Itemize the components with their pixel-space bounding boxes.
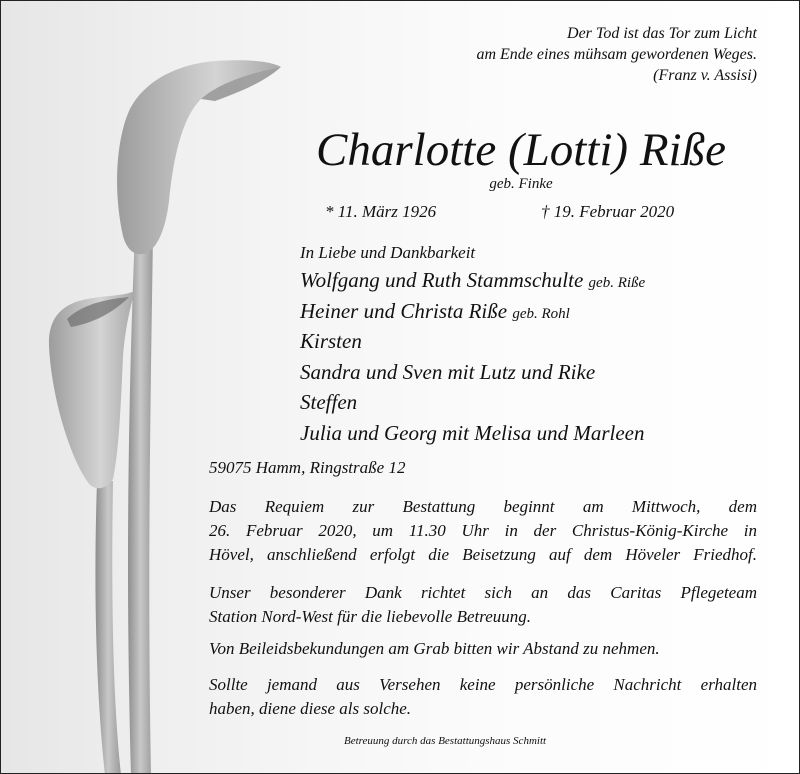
mourners-intro: In Liebe und Dankbarkeit [300, 243, 476, 262]
address: 59075 Hamm, Ringstraße 12 [209, 458, 406, 477]
birth-name: geb. Finke [489, 176, 553, 192]
mourner-note: geb. Rohl [512, 305, 570, 322]
mourner-line [300, 326, 645, 357]
condolence-paragraph [209, 637, 757, 661]
notice-paragraph [209, 673, 757, 721]
mourner-name: Sandra und Sven mit Lutz und Rike [300, 359, 596, 384]
quote-line-1: Der Tod ist das Tor zum Licht [567, 25, 757, 42]
mourner-note: geb. Riße [588, 275, 646, 291]
mourner-line [300, 296, 645, 327]
requiem-line-1: Das Requiem zur Bestattung beginnt am Mittwoch, dem [209, 497, 757, 516]
mourners-list [300, 265, 645, 448]
thanks-line-1: Unser besonderer Dank richtet sich an das Caritas Pflegeteam [209, 583, 757, 602]
deceased-name: Charlotte (Lotti) Riße [316, 124, 726, 176]
birth-date: * 11. März 1926 [325, 202, 437, 221]
mourner-name: Steffen [300, 390, 358, 414]
notice-line-2: haben, diene diese als solche. [209, 699, 412, 718]
quote-author: (Franz v. Assisi) [653, 67, 757, 84]
mourner-line [300, 387, 645, 418]
requiem-line-3: Hövel, anschließend erfolgt die Beisetzung auf dem Höveler Friedhof. [209, 545, 757, 564]
death-date: † 19. Februar 2020 [541, 202, 675, 221]
mourner-name: Kirsten [300, 329, 362, 353]
mourner-line [300, 265, 645, 296]
quote-line-2: am Ende eines mühsam gewordenen Weges. [476, 46, 757, 63]
quote-block [401, 23, 757, 86]
thanks-line-2: Station Nord-West für die liebevolle Betreuung. [209, 607, 532, 626]
mourner-name: Julia und Georg mit Melisa und Marleen [300, 420, 645, 445]
mourner-line [300, 357, 645, 388]
mourner-line [300, 418, 645, 449]
notice-line-1: Sollte jemand aus Versehen keine persönliche Nachricht erhalten [209, 675, 757, 694]
funeral-home-credit: Betreuung durch das Bestattungshaus Schmitt [344, 735, 547, 747]
requiem-line-2: 26. Februar 2020, um 11.30 Uhr in der Christus-König-Kirche in [209, 521, 757, 540]
mourner-name: Heiner und Christa Riße [300, 298, 508, 323]
condolence-line: Von Beileidsbekundungen am Grab bitten wir Abstand zu nehmen. [209, 639, 660, 658]
requiem-paragraph [209, 495, 757, 567]
thanks-paragraph [209, 581, 757, 629]
mourner-name: Wolfgang und Ruth Stammschulte [300, 268, 584, 292]
